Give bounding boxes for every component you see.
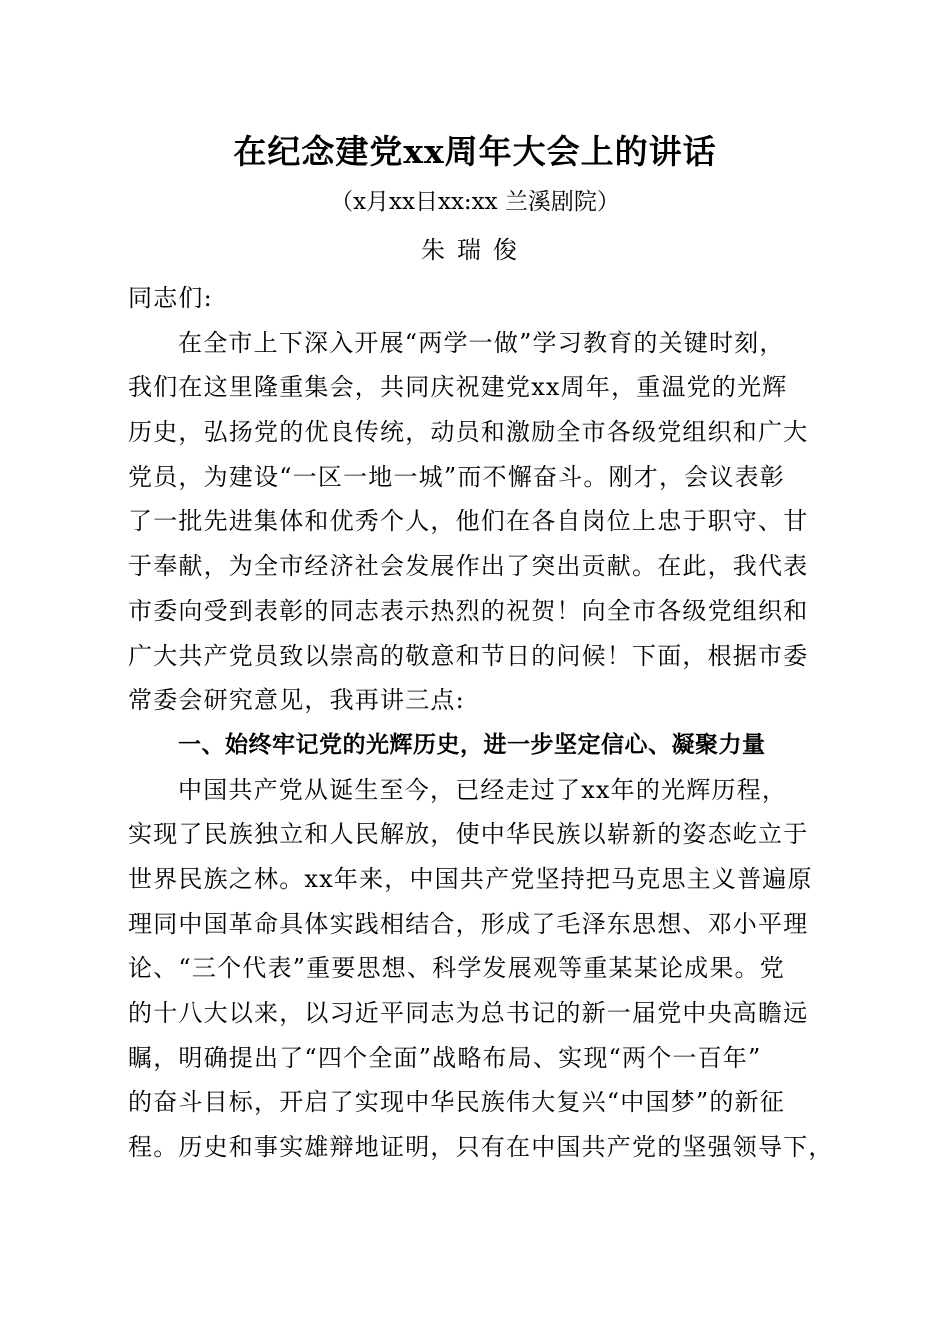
paragraph-line: 程。历史和事实雄辩地证明，只有在中国共产党的坚强领导下，	[128, 1133, 834, 1162]
section-heading: 一、始终牢记党的光辉历史，进一步坚定信心、凝聚力量	[178, 731, 766, 758]
document-subtitle: （x月xx日xx:xx 兰溪剧院）	[330, 189, 620, 215]
paragraph-line: 我们在这里隆重集会，共同庆祝建党xx周年，重温党的光辉	[128, 373, 788, 402]
paragraph-line: 瞩，明确提出了“四个全面”战略布局、实现“两个一百年”	[128, 1043, 762, 1072]
paragraph-line: 的奋斗目标，开启了实现中华民族伟大复兴“中国梦”的新征	[128, 1088, 785, 1117]
document-title: 在纪念建党xx周年大会上的讲话	[233, 132, 717, 171]
document-author: 朱瑞俊	[421, 236, 529, 264]
paragraph-line: 党员，为建设“一区一地一城”而不懈奋斗。刚才，会议表彰	[128, 462, 785, 491]
paragraph-line: 历史，弘扬党的优良传统，动员和激励全市各级党组织和广大	[128, 418, 809, 447]
paragraph-line: 论、“三个代表”重要思想、科学发展观等重某某论成果。党	[128, 954, 785, 983]
paragraph-line: 中国共产党从诞生至今，已经走过了xx年的光辉历程，	[178, 775, 788, 804]
paragraph-line: 广大共产党员致以崇高的敬意和节日的问候！下面，根据市委	[128, 641, 809, 670]
paragraph-line: 理同中国革命具体实践相结合，形成了毛泽东思想、邓小平理	[128, 909, 809, 938]
paragraph-line: 的十八大以来，以习近平同志为总书记的新一届党中央高瞻远	[128, 999, 809, 1027]
salutation: 同志们:	[128, 284, 213, 312]
paragraph-line: 常委会研究意见，我再讲三点:	[128, 686, 465, 715]
paragraph-line: 于奉献，为全市经济社会发展作出了突出贡献。在此，我代表	[128, 552, 809, 581]
paragraph-line: 在全市上下深入开展“两学一做”学习教育的关键时刻，	[178, 328, 785, 357]
paragraph-line: 市委向受到表彰的同志表示热烈的祝贺！向全市各级党组织和	[128, 596, 809, 625]
paragraph-line: 实现了民族独立和人民解放，使中华民族以崭新的姿态屹立于	[128, 820, 809, 849]
document-body	[128, 276, 834, 1170]
paragraph-line: 世界民族之林。xx年来，中国共产党坚持把马克思主义普遍原	[128, 864, 813, 893]
paragraph-line: 了一批先进集体和优秀个人，他们在各自岗位上忠于职守、甘	[128, 507, 809, 536]
